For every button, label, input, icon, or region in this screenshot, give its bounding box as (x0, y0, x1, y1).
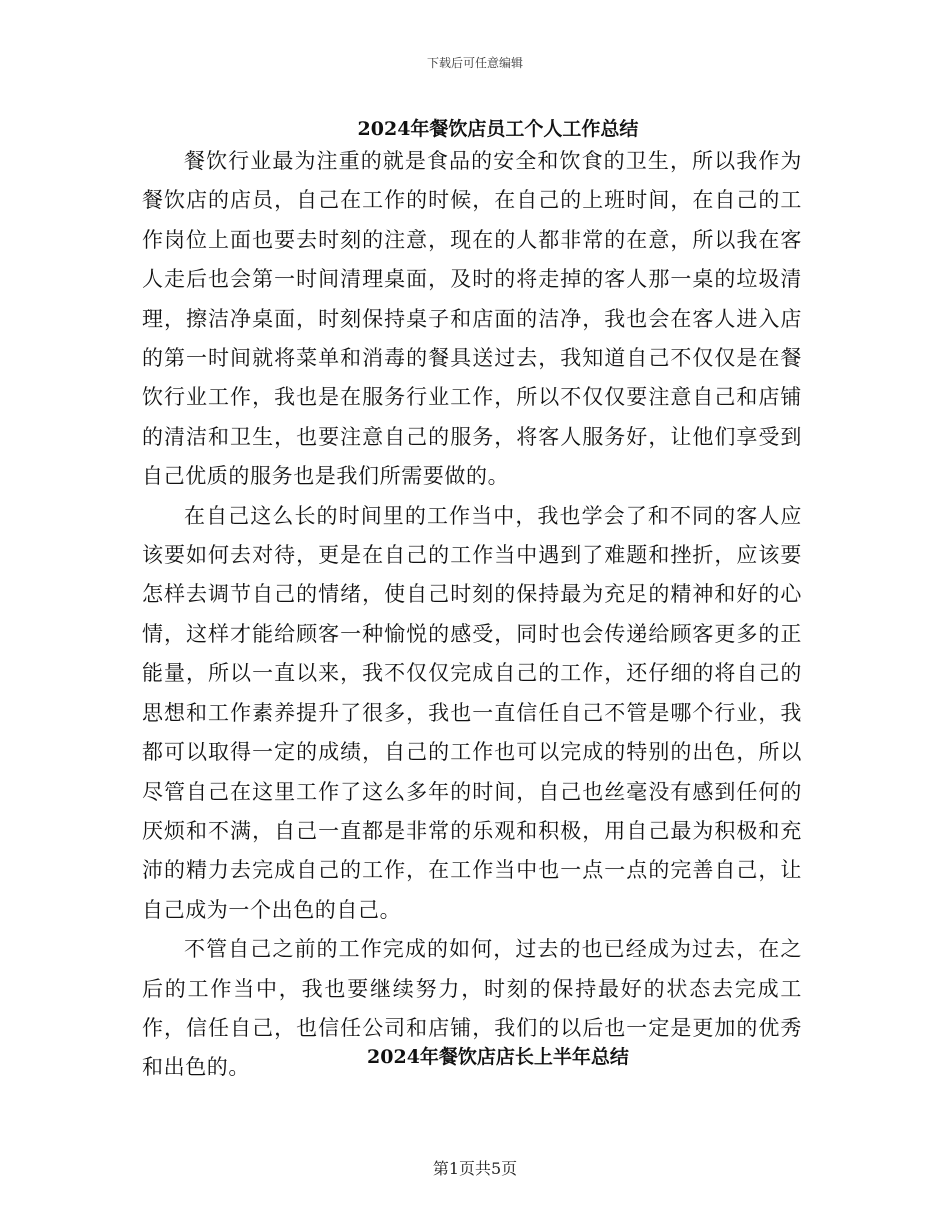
paragraph-1: 餐饮行业最为注重的就是食品的安全和饮食的卫生，所以我作为餐饮店的店员，自己在工作的时候，在自己的上班时间，在自己的工作岗位上面也要去时刻的注意，现在的人都非常的在意，所以我在客人走后也会第一时间清理桌面，及时的将走掉的客人那一桌的垃圾清理，擦洁净桌面，时刻保持桌子和店面的洁净，我也会在客人进入店的第一时间就将菜单和消毒的餐具送过去，我知道自己不仅仅是在餐饮行业工作，我也是在服务行业工作，所以不仅仅要注意自己和店铺的清洁和卫生，也要注意自己的服务，将客人服务好，让他们享受到自己优质的服务也是我们所需要做的。 (142, 149, 802, 489)
document-body (142, 142, 802, 1088)
paragraph-2: 在自己这么长的时间里的工作当中，我也学会了和不同的客人应该要如何去对待，更是在自己的工作当中遇到了难题和挫折，应该要怎样去调节自己的情绪，使自己时刻的保持最为充足的精神和好的心情，这样才能给顾客一种愉悦的感受，同时也会传递给顾客更多的正能量，所以一直以来，我不仅仅完成自己的工作，还仔细的将自己的思想和工作素养提升了很多，我也一直信任自己不管是哪个行业，我都可以取得一定的成绩，自己的工作也可以完成的特别的出色，所以尽管自己在这里工作了这么多年的时间，自己也丝毫没有感到任何的厌烦和不满，自己一直都是非常的乐观和积极，用自己最为积极和充沛的精力去完成自己的工作，在工作当中也一点一点的完善自己，让自己成为一个出色的自己。 (142, 503, 802, 922)
page-number: 第1页共5页 (432, 1159, 518, 1178)
document-title: 2024年餐饮店员工个人工作总结 (357, 118, 639, 140)
header-note: 下载后可任意编辑 (426, 56, 523, 70)
paragraph-3: 不管自己之前的工作完成的如何，过去的也已经成为过去，在之后的工作当中，我也要继续努力，时刻的保持最好的状态去完成工作，信任自己，也信任公司和店铺，我们的以后也一定是更加的优秀和出色的。 (142, 937, 802, 1080)
next-section-title: 2024年餐饮店店长上半年总结 (367, 1046, 629, 1068)
